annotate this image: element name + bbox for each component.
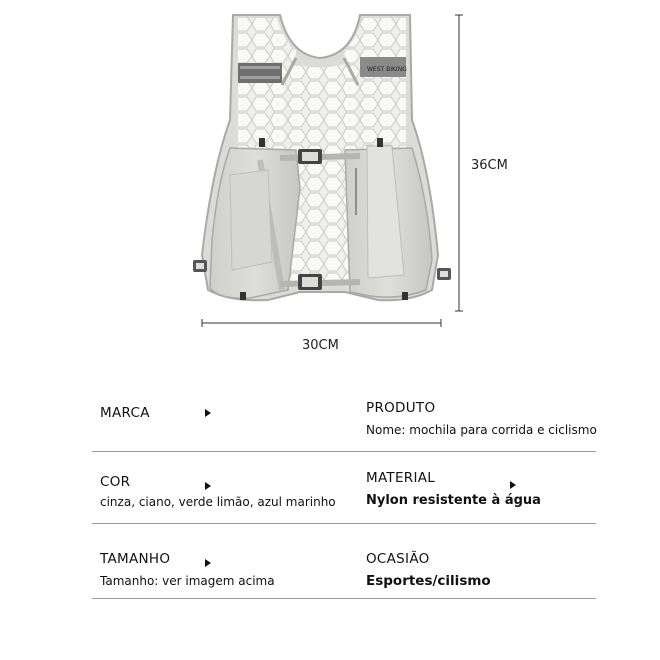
height-dimension-line [455, 15, 463, 311]
width-label: 30CM [302, 338, 339, 353]
material-arrow-icon [510, 481, 516, 489]
occasion-label: OCASIÃO [366, 551, 430, 567]
row-divider [92, 451, 596, 452]
brand-arrow-icon [205, 409, 211, 417]
product-label: PRODUTO [366, 400, 436, 416]
material-label: MATERIAL [366, 470, 436, 486]
material-value: Nylon resistente à água [366, 493, 541, 508]
brand-logo: WEST BIKING [367, 66, 407, 73]
height-label: 36CM [471, 158, 508, 173]
color-arrow-icon [205, 482, 211, 490]
row-divider [92, 523, 596, 524]
size-value: Tamanho: ver imagem acima [100, 574, 275, 588]
occasion-value: Esportes/cilismo [366, 573, 491, 589]
row-divider [92, 598, 596, 599]
brand-label: MARCA [100, 405, 150, 421]
width-dimension-line [202, 319, 441, 327]
size-label: TAMANHO [100, 551, 171, 567]
product-value: Nome: mochila para corrida e ciclismo [366, 423, 597, 437]
size-arrow-icon [205, 559, 211, 567]
color-label: COR [100, 474, 131, 490]
color-value: cinza, ciano, verde limão, azul marinho [100, 495, 336, 509]
